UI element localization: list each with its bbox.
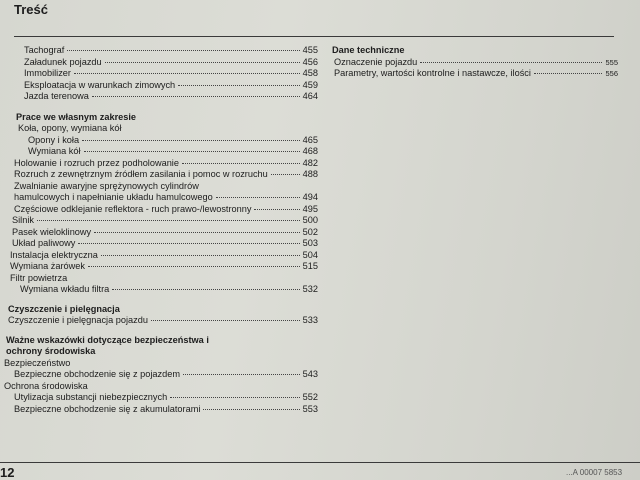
toc-subheading: Bezpieczeństwo	[4, 357, 71, 368]
toc-entry[interactable]: Bezpieczne obchodzenie się z akumulatorami 553	[14, 403, 318, 414]
toc-entry[interactable]: Częściowe odklejanie reflektora - ruch prawo-/lewostronny 495	[14, 203, 318, 214]
section-title: Dane techniczne	[332, 45, 405, 55]
toc-entry[interactable]: Instalacja elektryczna 504	[10, 249, 318, 260]
toc-subheading: Koła, opony, wymiana kół	[18, 123, 122, 133]
toc-left-column	[4, 45, 318, 415]
toc-entry[interactable]: Jazda terenowa 464	[24, 91, 318, 101]
toc-entry[interactable]: Utylizacja substancji niebezpiecznych 552	[14, 392, 318, 402]
toc-entry[interactable]: Rozruch z zewnętrznym źródłem zasilania i pomoc w rozruchu 488	[14, 169, 318, 179]
toc-entry[interactable]: Wymiana żarówek 515	[10, 261, 318, 271]
section-title: Prace we własnym zakresie	[16, 111, 137, 122]
section-title: Czyszczenie i pielęgnacja	[8, 303, 120, 314]
toc-entry[interactable]: Załadunek pojazdu 456	[24, 56, 318, 67]
footer-code: ...A 00007 5853	[566, 468, 623, 477]
toc-entry[interactable]: Opony i koła 465	[28, 134, 318, 145]
header-rule	[14, 36, 614, 37]
toc-entry[interactable]: Immobilizer 458	[24, 68, 318, 78]
section-title: Ważne wskazówki dotyczące bezpieczeństwa i	[6, 334, 209, 345]
footer-rule	[0, 462, 640, 463]
page-number: 12	[0, 465, 15, 480]
toc-subheading: Ochrona środowiska	[4, 380, 88, 391]
toc-multiline-label: Zwalnianie awaryjne sprężynowych cylindrów	[14, 180, 199, 191]
toc-entry[interactable]: Bezpieczne obchodzenie się z pojazdem 543	[14, 369, 318, 379]
toc-entry[interactable]: Czyszczenie i pielęgnacja pojazdu 533	[8, 315, 318, 325]
toc-entry[interactable]: Wymiana wkładu filtra 532	[20, 284, 318, 294]
toc-entry[interactable]: Oznaczenie pojazdu 555	[334, 56, 618, 67]
toc-entry[interactable]: Eksploatacja w warunkach zimowych 459	[24, 79, 318, 90]
toc-entry[interactable]: Układ paliwowy 503	[12, 238, 318, 248]
toc-entry[interactable]: Pasek wieloklinowy 502	[12, 226, 318, 237]
toc-entry[interactable]: Tachograf 455	[24, 45, 318, 55]
page-title: Treść	[14, 2, 48, 17]
toc-entry[interactable]: Holowanie i rozruch przez podholowanie 482	[14, 157, 318, 168]
toc-subheading: Filtr powietrza	[10, 272, 68, 283]
toc-entry[interactable]: Silnik 500	[12, 215, 318, 225]
toc-right-column	[332, 45, 618, 80]
toc-entry[interactable]: Parametry, wartości kontrolne i nastawcze, ilości 556	[334, 68, 618, 78]
section-title: ochrony środowiska	[6, 346, 96, 356]
toc-entry[interactable]: hamulcowych i napełnianie układu hamulcowego 494	[14, 192, 318, 202]
toc-entry[interactable]: Wymiana kół 468	[28, 146, 318, 156]
